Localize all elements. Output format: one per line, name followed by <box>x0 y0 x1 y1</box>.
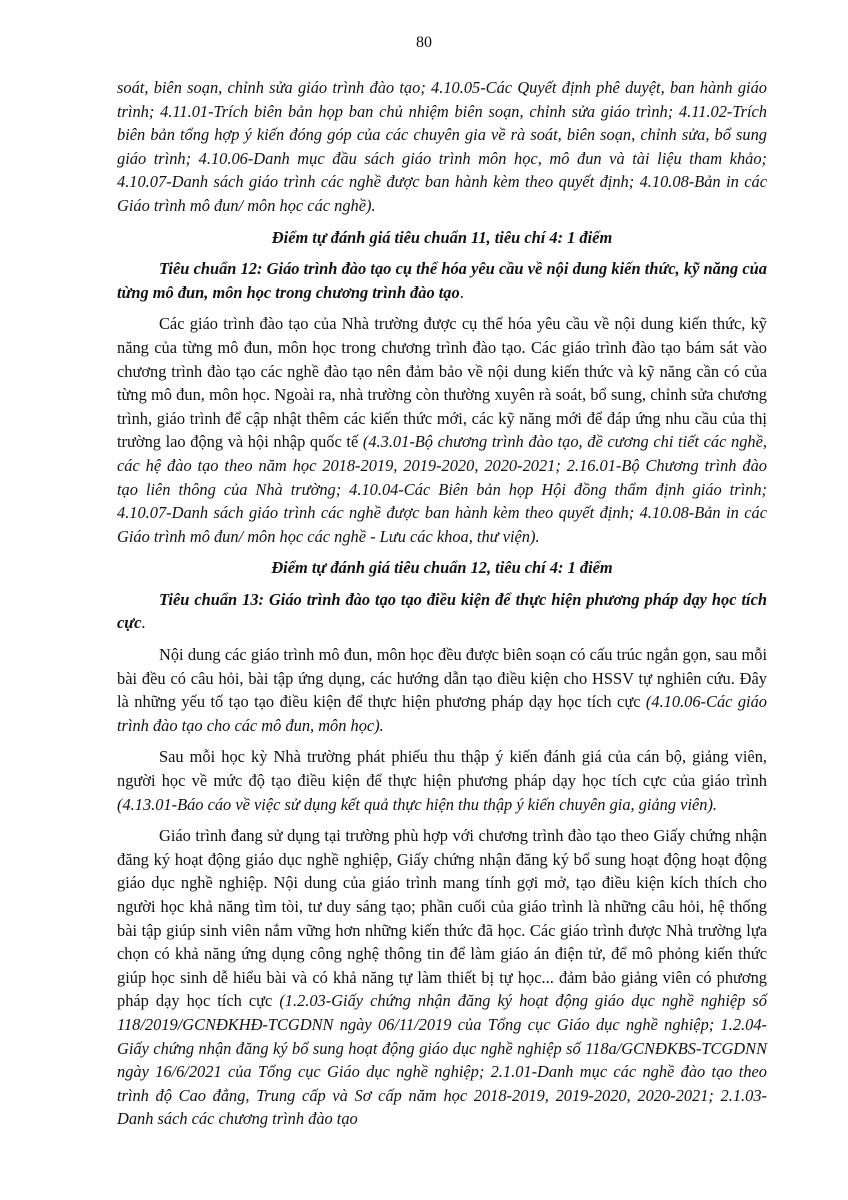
evidence-citation: (1.2.03-Giấy chứng nhận đăng ký hoạt động giáo dục nghề nghiệp số 118/2019/GCNĐKHĐ-TCGDNN ngày 06/11/2019 của Tổng cục Giáo dục nghề nghiệp; 1.2.04-Giấy chứng nhận đăng ký bổ sung hoạt động giáo dục nghề nghiệp số 118a/GCNĐKBS-TCGDNN ngày 16/6/2021 của Tổng cục Giáo dục nghề nghiệp; 2.1.01-Danh mục các nghề đào tạo theo trình độ Cao đẳng, Trung cấp và Sơ cấp năm học 2018-2019, 2019-2020, 2020-2021; 2.1.03-Danh sách các chương trình đào tạo <box>117 991 767 1129</box>
standard-12-label: Tiêu chuẩn 12 <box>159 259 257 279</box>
standard-13-end: . <box>141 613 146 633</box>
standard-13-label: Tiêu chuẩn 13 <box>159 589 259 609</box>
paragraph-standard-12 <box>117 312 767 548</box>
page-number: 80 <box>416 34 432 51</box>
paragraph-text: Nội dung các giáo trình mô đun, môn học đều được biên soạn có cấu trúc ngắn gọn, sau mỗi bài đều có câu hỏi, bài tập ứng dụng, các hướng dẫn tạo điều kiện cho HSSV tự nghiên cứu. Đây là những yếu tố tạo tạo điều kiện để thực hiện phương pháp dạy học tích cực <box>117 645 767 712</box>
standard-12-text: : Giáo trình đào tạo cụ thể hóa yêu cầu về nội dung kiến thức, kỹ năng của từng mô đun, môn học trong chương trình đào tạo <box>117 259 767 302</box>
document-body <box>117 76 767 1139</box>
paragraph-text: Các giáo trình đào tạo của Nhà trường được cụ thể hóa yêu cầu về nội dung kiến thức, kỹ năng của từng mô đun, môn học trong chương trình đào tạo. Các giáo trình đào tạo bám sát vào chương trình đào tạo các nghề đào tạo nên đảm bảo về nội dung kiến thức và kỹ năng cần có của từng mô đun, môn học. Ngoài ra, nhà trường còn thường xuyên rà soát, bổ sung, chỉnh sửa chương trình, giáo trình để cập nhật thêm các kiến thức mới, các kỹ năng mới để đáp ứng nhu cầu của thị trường lao động và hội nhập quốc tế <box>117 314 767 452</box>
paragraph-evidence-continued <box>117 76 767 218</box>
evidence-citation: (4.13.01-Báo cáo về việc sử dụng kết quả thực hiện thu thập ý kiến chuyên gia, giảng viên). <box>117 794 718 814</box>
standard-13-heading <box>117 588 767 635</box>
paragraph-text: Sau mỗi học kỳ Nhà trường phát phiếu thu thập ý kiến đánh giá của cán bộ, giảng viên, người học về mức độ tạo điều kiện để thực hiện phương pháp dạy học tích cực của giáo trình <box>117 747 767 791</box>
standard-13-text: : Giáo trình đào tạo tạo điều kiện để thực hiện phương pháp dạy học tích cực <box>117 589 767 633</box>
evidence-citation: (4.3.01-Bộ chương trình đào tạo, đề cương chi tiết các nghề, các hệ đào tạo theo năm học 2018-2019, 2019-2020, 2020-2021; 2.16.01-Bộ Chương trình đào tạo liên thông của Nhà trường; 4.10.04-Các Biên bản họp Hội đồng thẩm định giáo trình; 4.10.07-Danh sách giáo trình các nghề được ban hành kèm theo quyết định; 4.10.08-Bản in các Giáo trình mô đun/ môn học các nghề - Lưu các khoa, thư viện). <box>117 432 767 546</box>
standard-12-heading <box>117 257 767 304</box>
paragraph-standard-13-c <box>117 824 767 1131</box>
paragraph-text: Giáo trình đang sử dụng tại trường phù hợp với chương trình đào tạo theo Giấy chứng nhận đăng ký hoạt động giáo dục nghề nghiệp, Giấy chứng nhận đăng ký bổ sung hoạt động hoạt động giáo dục nghề nghiệp. Nội dung của giáo trình mang tính gợi mở, tạo điều kiện kích thích cho người học khả năng tìm tòi, tư duy sáng tạo; phần cuối của giáo trình là những câu hỏi, hệ thống bài tập giúp sinh viên nắm vững hơn những kiến thức đã học. Các giáo trình được Nhà trường lựa chọn có khả năng ứng dụng công nghệ thông tin để làm giáo án điện tử, để mô phỏng kiến thức giúp học sinh dễ hiểu bài và có khả năng tự làm thiết bị tự học... đảm bảo giảng viên có phương pháp dạy học tích cực <box>117 826 767 1011</box>
score-standard-11: Điểm tự đánh giá tiêu chuẩn 11, tiêu chí 4: 1 điểm <box>271 227 613 247</box>
paragraph-standard-13-a <box>117 643 767 737</box>
paragraph-standard-13-b <box>117 745 767 816</box>
score-standard-12: Điểm tự đánh giá tiêu chuẩn 12, tiêu chí 4: 1 điểm <box>271 558 613 578</box>
evidence-citation: soát, biên soạn, chỉnh sửa giáo trình đào tạo; 4.10.05-Các Quyết định phê duyệt, ban hành giáo trình; 4.11.01-Trích biên bản họp ban chủ nhiệm biên soạn, chỉnh sửa giáo trình; 4.11.02-Trích biên bản tổng hợp ý kiến đóng góp của các chuyên gia về rà soát, biên soạn, chỉnh sửa, bổ sung giáo trình; 4.10.06-Danh mục đầu sách giáo trình môn học, mô đun và tài liệu tham khảo; 4.10.07-Danh sách giáo trình các nghề được ban hành kèm theo quyết định; 4.10.08-Bản in các Giáo trình mô đun/ môn học các nghề). <box>117 78 767 215</box>
standard-12-end: . <box>459 282 464 302</box>
evidence-citation: (4.10.06-Các giáo trình đào tạo cho các mô đun, môn học). <box>117 692 767 735</box>
